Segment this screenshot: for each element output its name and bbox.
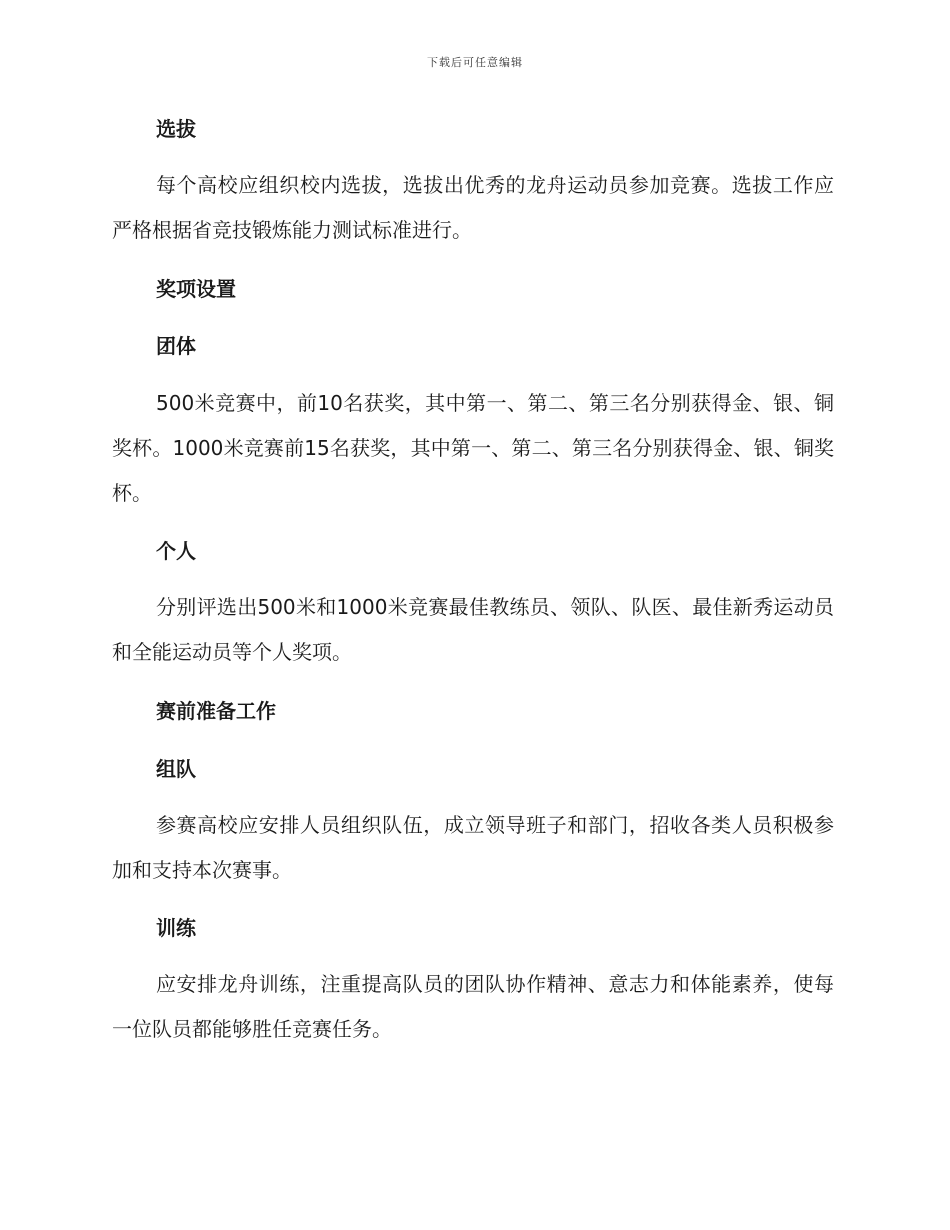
page-header-note: 下载后可任意编辑 [427,56,523,69]
section-heading-selection: 选拔 [156,117,196,141]
section-paragraph-team-building: 参赛高校应安排人员组织队伍，成立领导班子和部门，招收各类人员积极参加和支持本次赛事。 [112,813,834,882]
section-paragraph-selection: 每个高校应组织校内选拔，选拔出优秀的龙舟运动员参加竞赛。选拔工作应严格根据省竞技锻炼能力测试标准进行。 [112,173,834,242]
section-paragraph-team: 500米竞赛中，前10名获奖，其中第一、第二、第三名分别获得金、银、铜奖杯。1000米竞赛前15名获奖，其中第一、第二、第三名分别获得金、银、铜奖杯。 [112,391,834,505]
section-heading-awards: 奖项设置 [156,277,236,301]
section-paragraph-individual: 分别评选出500米和1000米竞赛最佳教练员、领队、队医、最佳新秀运动员和全能运动员等个人奖项。 [112,595,834,664]
section-heading-preparation: 赛前准备工作 [156,699,276,723]
section-heading-team: 团体 [156,334,196,358]
section-heading-team-building: 组队 [156,757,196,781]
section-heading-training: 训练 [156,916,196,940]
section-paragraph-training: 应安排龙舟训练，注重提高队员的团队协作精神、意志力和体能素养，使每一位队员都能够胜任竞赛任务。 [112,972,834,1041]
section-heading-individual: 个人 [156,539,196,563]
